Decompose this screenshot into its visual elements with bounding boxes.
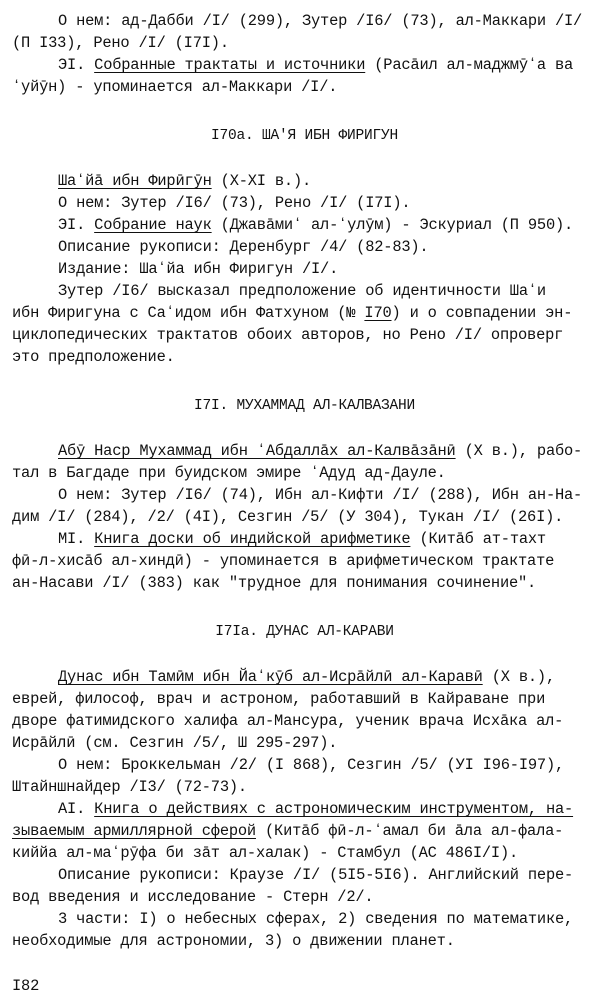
text-segment: Зутер /I6/ высказал предположение об идентичности Шаʻи xyxy=(58,282,546,300)
underlined-title: Дунас ибн Тамӣм ибн Йаʻкӯб ал-Исрāйлӣ ал-Каравӣ xyxy=(58,668,483,686)
text-line xyxy=(12,886,597,908)
text-line xyxy=(12,798,597,820)
text-line xyxy=(12,76,597,98)
text-segment: (Джавāмиʻ ал-ʻулӯм) - Эскуриал (П 950). xyxy=(211,216,574,234)
text-line xyxy=(12,440,597,462)
text-line xyxy=(12,506,597,528)
underlined-title: Собрание наук xyxy=(94,216,212,234)
text-segment: еврей, философ, врач и астроном, работавший в Кайраване при xyxy=(12,690,546,708)
text-line xyxy=(12,732,597,754)
text-segment: (X-XI в.). xyxy=(211,172,312,190)
text-segment: Исрāйлӣ (см. Сезгин /5/, Ш 295-297). xyxy=(12,734,338,752)
text-line xyxy=(12,908,597,930)
text-segment: МI. xyxy=(58,530,95,548)
text-segment: ибн Фиригуна с Саʻидом ибн Фатхуном (№ xyxy=(12,304,365,322)
text-line xyxy=(12,170,597,192)
text-segment: О нем: ад-Дабби /I/ (299), Зутер /I6/ (73), ал-Маккари /I/ xyxy=(58,12,583,30)
text-line xyxy=(12,572,597,594)
text-segment: ʻуйӯн) - упоминается ал-Маккари /I/. xyxy=(12,78,338,96)
text-segment: I7I. МУХАММАД АЛ-КАЛВАЗАНИ xyxy=(193,398,416,414)
text-line xyxy=(12,864,597,886)
text-segment: 3 части: I) о небесных сферах, 2) сведения по математике, xyxy=(58,910,574,928)
text-segment: необходимые для астрономии, 3) о движении планет. xyxy=(12,932,455,950)
text-segment: ЭI. xyxy=(58,216,95,234)
text-segment: Описание рукописи: Краузе /I/ (5I5-5I6). Английский пере- xyxy=(58,866,574,884)
text-line xyxy=(12,236,597,258)
text-segment: дим /I/ (284), /2/ (4I), Сезгин /5/ (У 304), Тукан /I/ (26I). xyxy=(12,508,564,526)
text-line xyxy=(12,528,597,550)
text-segment: О нем: Броккельман /2/ (I 868), Сезгин /5/ (УI I96-I97), xyxy=(58,756,565,774)
text-line xyxy=(12,462,597,484)
text-segment: (X в.), xyxy=(482,668,555,686)
text-segment: (Китāб ат-тахт xyxy=(410,530,546,548)
text-line xyxy=(12,842,597,864)
text-segment: (П I33), Рено /I/ (I7I). xyxy=(12,34,229,52)
underlined-title: зываемым армиллярной сферой xyxy=(12,822,256,840)
text-line xyxy=(12,688,597,710)
text-line xyxy=(12,192,597,214)
document-page xyxy=(12,10,597,997)
text-line xyxy=(12,484,597,506)
text-segment: I7Iа. ДУНАС АЛ-КАРАВИ xyxy=(215,624,394,640)
document-body xyxy=(12,10,597,952)
text-segment: Штайншнайдер /I3/ (72-73). xyxy=(12,778,247,796)
page-number: I82 xyxy=(12,977,40,995)
text-line xyxy=(12,550,597,572)
underlined-title: Книга доски об индийской арифметике xyxy=(94,530,411,548)
section-heading xyxy=(12,621,597,643)
text-line xyxy=(12,32,597,54)
text-line xyxy=(12,820,597,842)
underlined-title: Абӯ Наср Мухаммад ибн ʻАбдаллāх ал-Калвāзāнӣ xyxy=(58,442,456,460)
text-segment: дворе фатимидского халифа ал-Мансура, ученик врача Исхāка ал- xyxy=(12,712,564,730)
text-line xyxy=(12,10,597,32)
text-line xyxy=(12,324,597,346)
text-segment: (Расāил ал-маджмӯʻа ва xyxy=(365,56,574,74)
text-segment: Издание: Шаʻйа ибн Фиригун /I/. xyxy=(58,260,339,278)
text-line xyxy=(12,666,597,688)
section-heading xyxy=(12,395,597,417)
underlined-title: Книга о действиях с астрономическим инструментом, на- xyxy=(94,800,574,818)
text-line xyxy=(12,930,597,952)
text-segment: Описание рукописи: Деренбург /4/ (82-83). xyxy=(58,238,429,256)
text-segment: I70а. ША'Я ИБН ФИРИГУН xyxy=(210,128,399,144)
text-line xyxy=(12,346,597,368)
text-line xyxy=(12,280,597,302)
text-line xyxy=(12,776,597,798)
text-line xyxy=(12,214,597,236)
text-segment: фӣ-л-хисāб ал-хиндӣ) - упоминается в арифметическом трактате xyxy=(12,552,555,570)
text-segment: О нем: Зутер /I6/ (73), Рено /I/ (I7I). xyxy=(58,194,411,212)
text-segment: киййа ал-маʻрӯфа би зāт ал-халак) - Стамбул (АС 486I/I). xyxy=(12,844,519,862)
underlined-title: Собранные трактаты и источники xyxy=(94,56,366,74)
text-line xyxy=(12,302,597,324)
underlined-title: I70 xyxy=(364,304,392,322)
text-segment: ) и о совпадении эн- xyxy=(391,304,573,322)
underlined-title: Шаʻйā ибн Фирӣгӯн xyxy=(58,172,212,190)
text-segment: вод введения и исследование - Стерн /2/. xyxy=(12,888,374,906)
text-segment: (X в.), рабо- xyxy=(455,442,583,460)
text-segment: тал в Багдаде при буидском эмире ʻАдуд ад-Дауле. xyxy=(12,464,446,482)
text-segment: это предположение. xyxy=(12,348,175,366)
text-line xyxy=(12,258,597,280)
text-segment: АI. xyxy=(58,800,95,818)
text-segment: циклопедических трактатов обоих авторов, но Рено /I/ опроверг xyxy=(12,326,564,344)
text-segment: (Китāб фӣ-л-ʻамал би āла ал-фала- xyxy=(255,822,564,840)
text-line xyxy=(12,54,597,76)
section-heading xyxy=(12,125,597,147)
text-segment: ЭI. xyxy=(58,56,95,74)
text-line xyxy=(12,710,597,732)
text-line xyxy=(12,754,597,776)
text-segment: ан-Насави /I/ (383) как "трудное для понимания сочинение". xyxy=(12,574,537,592)
text-segment: О нем: Зутер /I6/ (74), Ибн ал-Кифти /I/ (288), Ибн ан-На- xyxy=(58,486,583,504)
